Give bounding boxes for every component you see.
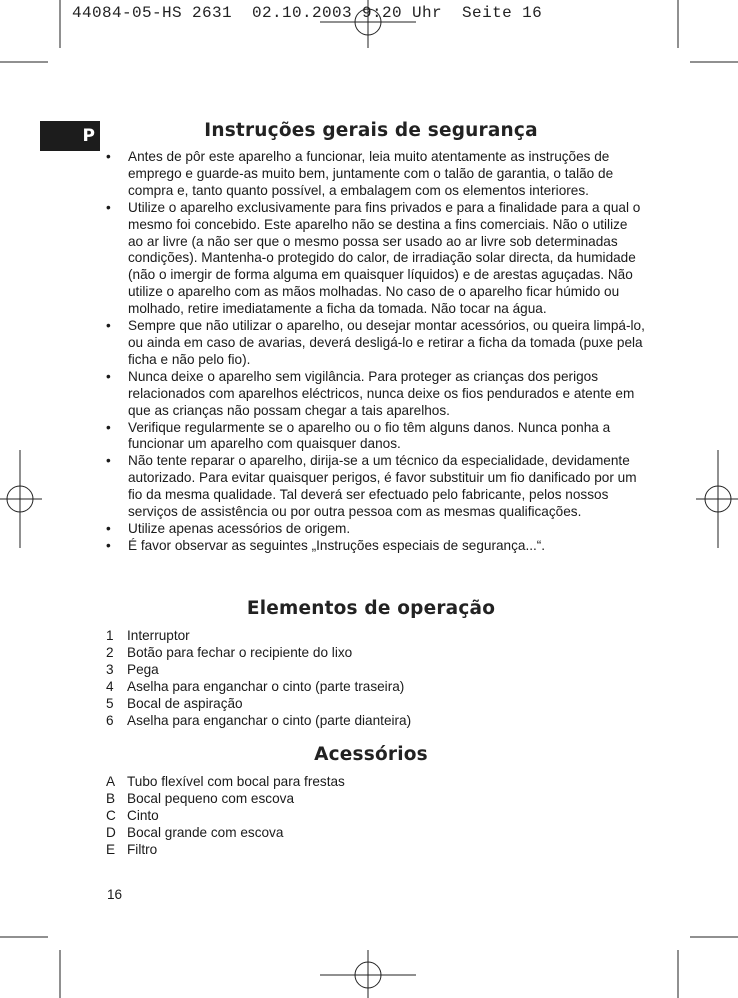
bullet-marker: • [106, 453, 111, 469]
controls-item: 5 Bocal de aspiração [106, 695, 243, 711]
safety-item: • É favor observar as seguintes „Instruções especiais de segurança...“. [106, 537, 546, 553]
controls-list [106, 628, 606, 729]
registration-target-right [696, 450, 738, 548]
safety-item: • Sempre que não utilizar o aparelho, ou desejar montar acessórios, ou queira limpá-lo, ou ainda em caso de avarias, deverá desligá-lo e retirar a ficha da tomada (puxe pela ficha e não pelo fio). [106, 318, 645, 367]
bullet-marker: • [106, 199, 111, 215]
bullet-marker: • [106, 537, 111, 553]
accessories-list [106, 774, 606, 859]
bullet-marker: • [106, 520, 111, 536]
bullet-marker: • [106, 419, 111, 435]
safety-item: • Nunca deixe o aparelho sem vigilância. Para proteger as crianças dos perigos relacionados com aparelhos eléctricos, nunca deixe os fios pendurados e atente em que as crianças não possam chegar a tais aparelhos. [106, 368, 635, 418]
bullet-marker: • [106, 318, 111, 334]
accessories-item: E Filtro [106, 841, 158, 857]
accessories-item: D Bocal grande com escova [106, 824, 284, 840]
registration-target-bottom [320, 950, 416, 998]
controls-heading: Elementos de operação [246, 598, 496, 619]
controls-item: 6 Aselha para enganchar o cinto (parte dianteira) [106, 712, 412, 728]
controls-item: 3 Pega [106, 661, 159, 677]
accessories-item: B Bocal pequeno com escova [106, 790, 295, 806]
bullet-marker: • [106, 149, 111, 164]
safety-item: • Utilize apenas acessórios de origem. [106, 520, 351, 536]
controls-item: 4 Aselha para enganchar o cinto (parte traseira) [106, 678, 405, 694]
safety-item: • Não tente reparar o aparelho, dirija-se a um técnico da especialidade, devidamente autorizado. Para evitar quaisquer perigos, é favor substituir um fio danificado por um fio da mesma qualidade. Tal deverá ser efectuado pelo fabricante, pelos nossos serviços de assistência ou por outra pessoa com as mesmas qualificações. [106, 453, 637, 520]
safety-item: • Antes de pôr este aparelho a funcionar, leia muito atentamente as instruções de emprego e guarde-as muito bem, juntamente com o talão de garantia, o talão de compra e, tanto quanto possível, a embalagem com os elementos interiores. [106, 149, 614, 198]
safety-heading: Instruções gerais de segurança [204, 120, 538, 141]
print-slug: 44084-05-HS 2631 02.10.2003 9:20 Uhr Seite 16 [72, 4, 543, 22]
accessories-item: A Tubo flexível com bocal para frestas [106, 774, 345, 789]
safety-item: • Verifique regularmente se o aparelho ou o fio têm alguns danos. Nunca ponha a funcionar um aparelho com quaisquer danos. [106, 419, 611, 452]
page-number: 16 [107, 887, 123, 902]
language-tab: P [40, 121, 100, 151]
registration-target-left [0, 450, 42, 548]
bullet-marker: • [106, 368, 111, 384]
accessories-heading: Acessórios [314, 744, 428, 765]
controls-item: 2 Botão para fechar o recipiente do lixo [106, 644, 353, 660]
safety-list [106, 149, 646, 555]
accessories-item: C Cinto [106, 807, 159, 823]
controls-item: 1 Interruptor [106, 628, 190, 643]
safety-item: • Utilize o aparelho exclusivamente para fins privados e para a finalidade para a qual o mesmo foi concebido. Este aparelho não se destina a fins comerciais. Não o utilize ao ar livre (a não ser que o mesmo possa ser usado ao ar livre sob determinadas condições). Mantenha-o protegido do calor, de irradiação solar directa, da humidade (não o imergir de forma alguma em quaisquer líquidos) e de arestas aguçadas. Não utilize o aparelho com as mãos molhadas. No caso de o aparelho ficar húmido ou molhado, retire imediatamente a ficha da tomada. Não tocar na água. [106, 199, 641, 317]
